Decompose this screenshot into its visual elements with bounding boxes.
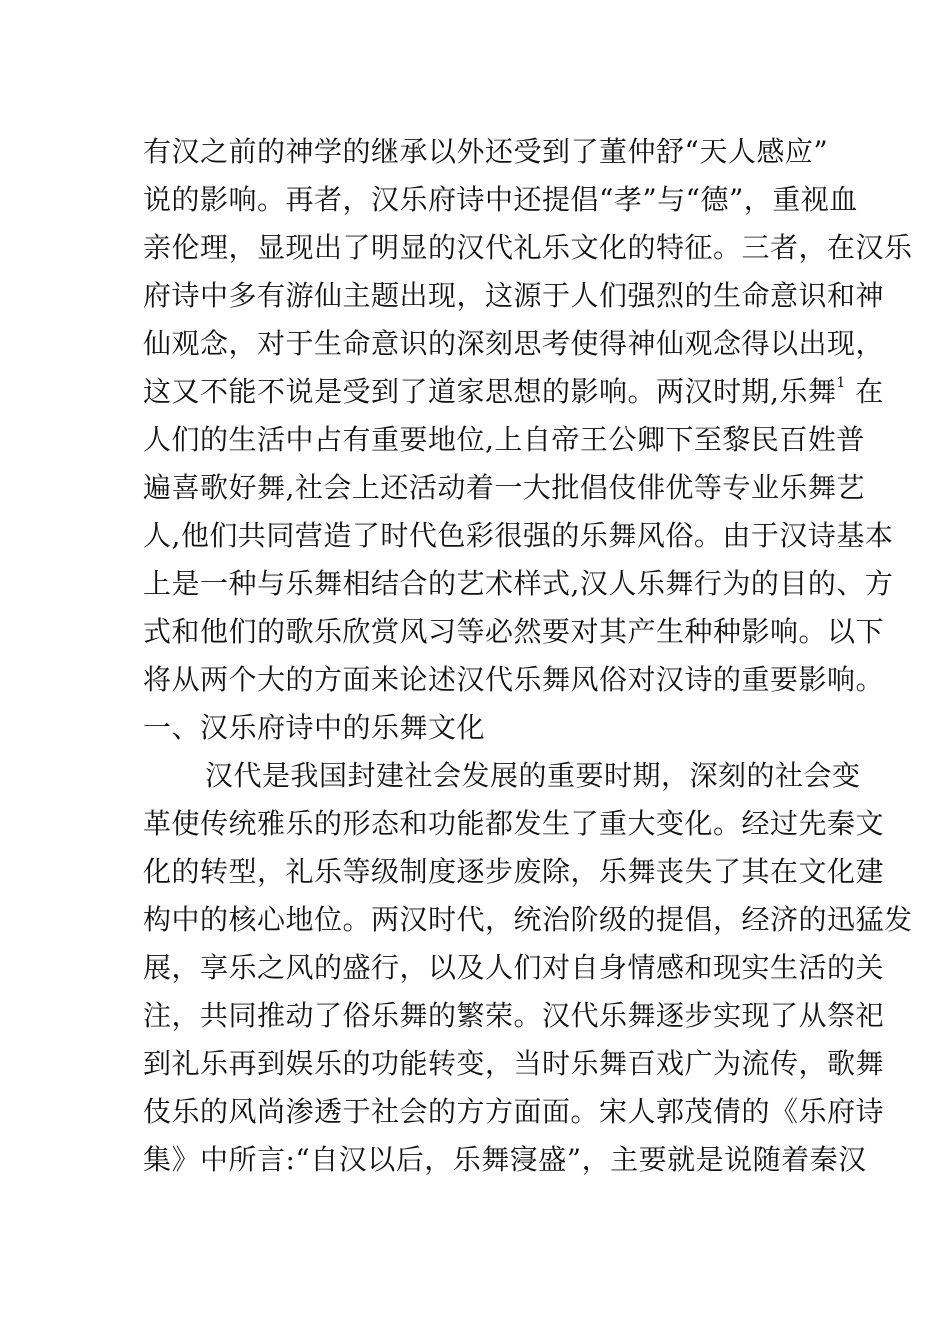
text-line: 府诗中多有游仙主题出现，这源于人们强烈的生命意识和神: [143, 279, 885, 312]
document-body: [143, 128, 913, 1184]
text-line: 仙观念，对于生命意识的深刻思考使得神仙观念得以出现，: [143, 327, 885, 360]
text-line: 人们的生活中占有重要地位,上自帝王公卿下至黎民百姓普: [143, 423, 865, 456]
text-line-tail: 在: [845, 375, 884, 408]
text-line: 伎乐的风尚渗透于社会的方方面面。宋人郭茂倩的《乐府诗: [143, 1095, 885, 1128]
text-line: 集》中所言:“自汉以后，乐舞寖盛”，主要就是说随着秦汉: [143, 1143, 867, 1176]
text-line: 构中的核心地位。两汉时代，统治阶级的提倡，经济的迅猛发: [143, 903, 913, 936]
text-line: 上是一种与乐舞相结合的艺术样式,汉人乐舞行为的目的、方: [143, 567, 894, 600]
section-heading: 一、汉乐府诗中的乐舞文化: [143, 711, 486, 744]
paragraph-first-line: 汉代是我国封建社会发展的重要时期，深刻的社会变: [205, 759, 861, 792]
text-line: 化的转型，礼乐等级制度逐步废除，乐舞丧失了其在文化建: [143, 855, 885, 888]
text-line: 亲伦理，显现出了明显的汉代礼乐文化的特征。三者，在汉乐: [143, 231, 913, 264]
text-line: 人,他们共同营造了时代色彩很强的乐舞风俗。由于汉诗基本: [143, 519, 894, 552]
text-line: 到礼乐再到娱乐的功能转变，当时乐舞百戏广为流传，歌舞: [143, 1047, 885, 1080]
text-line: 注，共同推动了俗乐舞的繁荣。汉代乐舞逐步实现了从祭祀: [143, 999, 885, 1032]
text-line: 将从两个大的方面来论述汉代乐舞风俗对汉诗的重要影响。: [143, 663, 885, 696]
footnote-marker[interactable]: 1: [836, 375, 846, 391]
text-line: 说的影响。再者，汉乐府诗中还提倡“孝”与“德”，重视血: [143, 183, 858, 216]
text-line: 革使传统雅乐的形态和功能都发生了重大变化。经过先秦文: [143, 807, 885, 840]
text-line: 有汉之前的神学的继承以外还受到了董仲舒“天人感应”: [143, 135, 829, 168]
text-line-content: 这又不能不说是受到了道家思想的影响。两汉时期,乐舞: [143, 375, 837, 408]
text-line: 式和他们的歌乐欣赏风习等必然要对其产生种种影响。以下: [143, 615, 885, 648]
text-line-with-footnote: [143, 368, 884, 416]
text-line: 遍喜歌好舞,社会上还活动着一大批倡伎俳优等专业乐舞艺: [143, 471, 865, 504]
text-line: 展，享乐之风的盛行，以及人们对自身情感和现实生活的关: [143, 951, 885, 984]
